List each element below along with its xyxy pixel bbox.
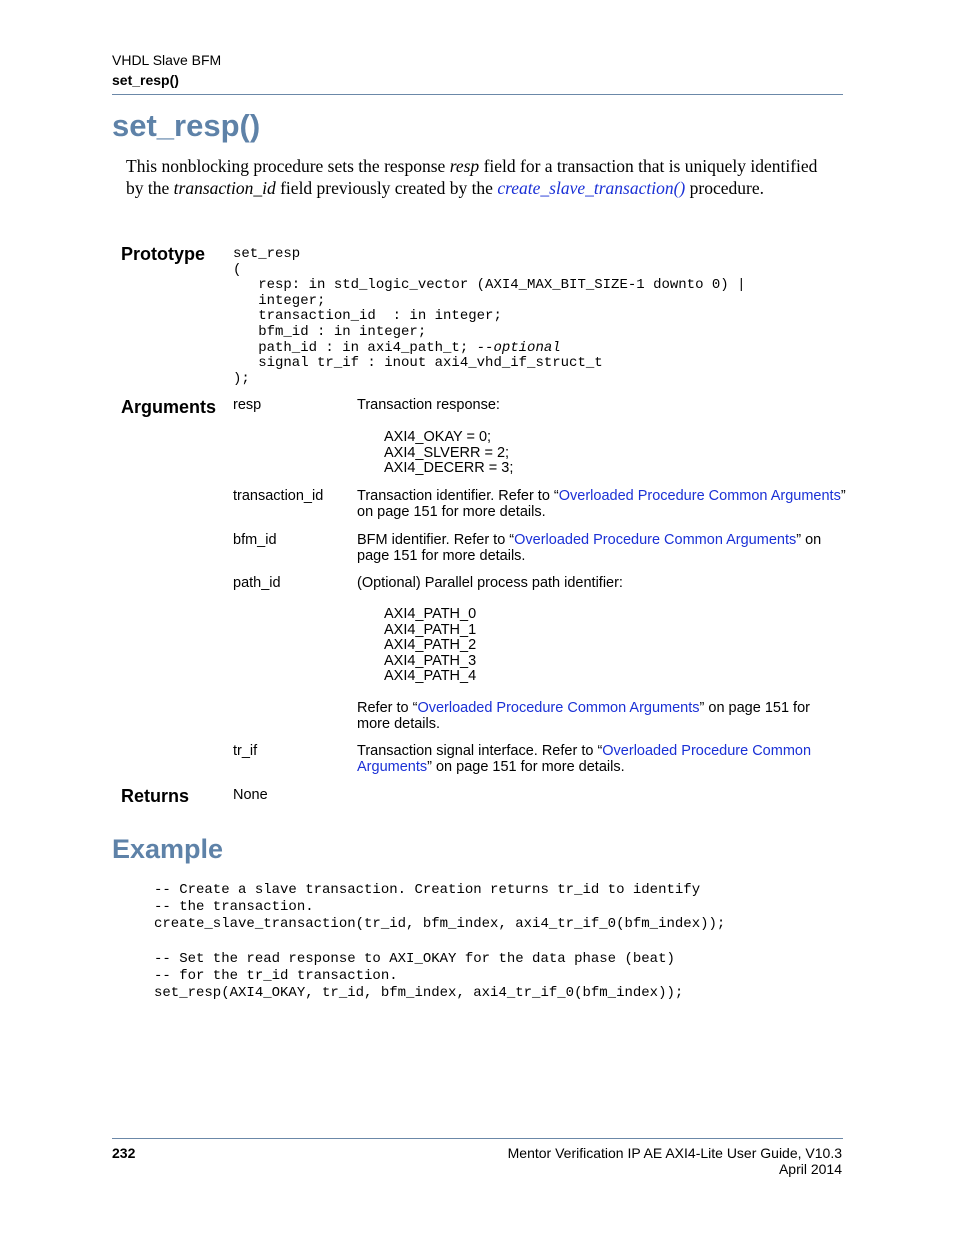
intro-paragraph [126,155,826,199]
resp-value: AXI4_SLVERR = 2; [384,444,510,461]
arg-desc-text: ” on page 151 for more details. [357,700,810,732]
prototype-code-comment: --optional [476,339,561,356]
prototype-code-end: signal tr_if : inout axi4_vhd_if_struct_t ); [233,355,603,387]
arg-desc-text: ” on page 151 for more details. [427,758,625,775]
path-value: AXI4_PATH_2 [384,637,477,654]
path-value: AXI4_PATH_3 [384,652,477,669]
overloaded-args-link[interactable]: Overloaded Procedure Common Arguments [558,488,841,504]
path-value: AXI4_PATH_1 [384,621,477,638]
resp-value: AXI4_OKAY = 0; [384,429,492,445]
path-values-list [384,607,476,685]
arg-name-path-id: path_id [233,575,281,591]
arg-name-bfm-id: bfm_id [233,532,277,548]
example-heading: Example [112,834,224,864]
arg-desc-text: Transaction identifier. Refer to “ [357,488,559,504]
resp-values-list [384,430,513,477]
example-code: -- Create a slave transaction. Creation returns tr_id to identify -- the transaction. create_slave_transaction(tr_id, bfm_index, axi4_tr_if_0(bfm_index)); -- Set the read response to AXI_OKAY for the data phase (beat) -- for the tr_id transaction. set_resp(AXI4_OKAY, tr_id, bfm_index, axi4_tr_if_0(bfm_index)); [154,882,726,1002]
resp-value: AXI4_DECERR = 3; [384,460,514,477]
returns-value: None [233,787,268,803]
arg-desc-text: BFM identifier. Refer to “ [357,532,515,548]
returns-label: Returns [121,786,190,806]
arg-desc-bfm-id [357,533,847,564]
arg-desc-text: ” on page 151 for more details. [357,532,822,564]
arg-name-tr-if: tr_if [233,743,258,759]
prototype-code-main: set_resp ( resp: in std_logic_vector (AXI4_MAX_BIT_SIZE-1 downto 0) | integer; transaction_id : in integer; bfm_id : in integer; path_id : in axi4_path_t; [233,246,746,356]
intro-text: field for a transaction that is uniquely identified by the [126,156,818,198]
footer-rule [112,1138,843,1139]
intro-term-resp: resp [449,156,480,176]
intro-text: procedure. [685,178,764,198]
arguments-label: Arguments [121,397,217,417]
arg-desc-path-id-refer [357,701,847,732]
running-header-subsection: set_resp() [112,72,179,88]
page-title: set_resp() [112,108,261,143]
arg-desc-transaction-id [357,489,847,520]
create-slave-transaction-link[interactable]: create_slave_transaction() [497,178,686,198]
prototype-code [233,247,745,387]
intro-text: field previously created by the [275,178,498,198]
path-value: AXI4_PATH_4 [384,668,477,685]
footer-date: April 2014 [778,1161,842,1177]
overloaded-args-link[interactable]: Overloaded Procedure Common Arguments [514,532,797,548]
arg-desc-path-id: (Optional) Parallel process path identifier: [357,575,623,591]
arg-name-resp: resp [233,397,262,413]
arg-desc-tr-if [357,744,847,775]
footer-title: Mentor Verification IP AE AXI4-Lite User Guide, V10.3 [507,1145,842,1161]
arg-desc-text: ” on page 151 for more details. [357,488,846,520]
footer-info [508,1145,842,1177]
path-value: AXI4_PATH_0 [384,606,477,622]
page-number: 232 [112,1145,136,1161]
running-header-section: VHDL Slave BFM [112,52,222,68]
overloaded-args-link[interactable]: Overloaded Procedure Common Arguments [417,700,700,716]
arg-desc-text: Refer to “ [357,700,418,716]
intro-text: This nonblocking procedure sets the response [126,156,450,176]
arg-name-transaction-id: transaction_id [233,488,324,504]
prototype-label: Prototype [121,244,206,264]
arg-desc-text: Transaction signal interface. Refer to “ [357,743,603,759]
arg-desc-resp: Transaction response: [357,397,500,413]
overloaded-args-link[interactable]: Overloaded Procedure Common Arguments [357,743,812,775]
intro-term-transaction-id: transaction_id [173,178,276,198]
header-rule [112,94,843,95]
